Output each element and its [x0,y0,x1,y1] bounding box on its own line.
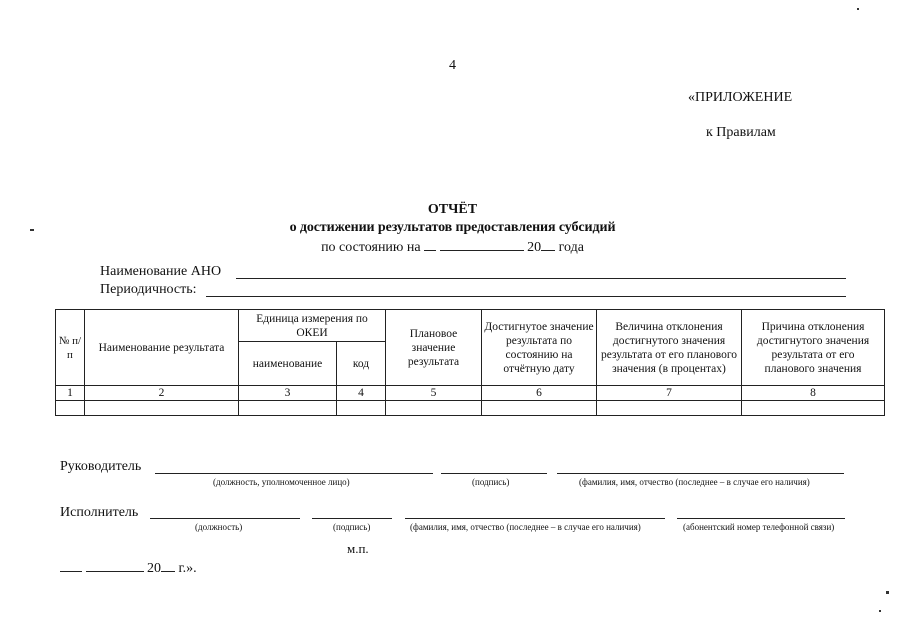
col-number: 8 [742,386,885,401]
executor-position-field[interactable] [150,518,300,519]
header-deviation: Величина отклонения достигнутого значения результата от его планового значения (в процентах) [597,310,742,386]
executor-signature-caption: (подпись) [333,522,371,532]
table-cell[interactable] [239,401,337,416]
header-unit-code: код [337,342,386,386]
head-label: Руководитель [60,459,142,474]
col-number: 1 [56,386,85,401]
as-of-prefix: по состоянию на [321,240,421,255]
date-month-blank[interactable] [86,558,144,572]
report-subtitle: о достижении результатов предоставления субсидий [289,220,616,235]
page-number: 4 [449,58,456,73]
year-blank[interactable] [541,237,555,251]
executor-name-caption: (фамилия, имя, отчество (последнее – в случае его наличия) [410,522,641,532]
col-number: 6 [482,386,597,401]
table-cell[interactable] [597,401,742,416]
scan-speck [30,229,34,231]
executor-name-field[interactable] [405,518,665,519]
table-cell[interactable] [482,401,597,416]
col-number: 3 [239,386,337,401]
table-cell[interactable] [337,401,386,416]
header-reason: Причина отклонения достигнутого значения результата от его планового значения [742,310,885,386]
head-position-field[interactable] [155,473,433,474]
date-day-blank[interactable] [60,558,82,572]
executor-phone-field[interactable] [677,518,845,519]
as-of-suffix: года [558,240,584,255]
seal-place: м.п. [347,541,369,556]
table-cell[interactable] [56,401,85,416]
date-year-prefix: 20 [147,561,161,576]
head-position-caption: (должность, уполномоченное лицо) [213,477,350,487]
head-name-field[interactable] [557,473,844,474]
year-prefix: 20 [527,240,542,255]
appendix-label: «ПРИЛОЖЕНИЕ [688,90,793,105]
periodicity-label: Периодичность: [100,282,197,297]
head-signature-field[interactable] [441,473,547,474]
table-cell[interactable] [85,401,239,416]
date-suffix: г.». [178,561,197,576]
table-cell[interactable] [386,401,482,416]
header-result-name: Наименование результата [85,310,239,386]
report-table [55,309,885,416]
scan-speck [857,8,859,10]
head-name-caption: (фамилия, имя, отчество (последнее – в случае его наличия) [579,477,810,487]
header-planned: Плановое значение результата [386,310,482,386]
executor-signature-field[interactable] [312,518,392,519]
executor-position-caption: (должность) [195,522,243,532]
day-blank[interactable] [424,237,436,251]
date-line [60,558,197,577]
executor-label: Исполнитель [60,505,139,520]
col-number: 4 [337,386,386,401]
header-unit-group: Единица измерения по ОКЕИ [239,310,386,342]
report-title: ОТЧЁТ [427,202,478,217]
col-number: 7 [597,386,742,401]
header-num: № п/п [56,310,85,386]
month-blank[interactable] [440,237,524,251]
as-of-date-line [0,237,905,256]
table-cell[interactable] [742,401,885,416]
head-signature-caption: (подпись) [472,477,510,487]
scan-speck [879,610,881,612]
appendix-rules: к Правилам [706,125,776,140]
header-achieved: Достигнутое значение результата по состоянию на отчётную дату [482,310,597,386]
col-number: 2 [85,386,239,401]
scan-speck [886,591,889,594]
header-unit-name: наименование [239,342,337,386]
org-name-field[interactable] [236,278,846,279]
executor-phone-caption: (абонентский номер телефонной связи) [683,522,835,532]
org-name-label: Наименование АНО [100,264,222,279]
date-year-blank[interactable] [161,558,175,572]
periodicity-field[interactable] [206,296,846,297]
col-number: 5 [386,386,482,401]
